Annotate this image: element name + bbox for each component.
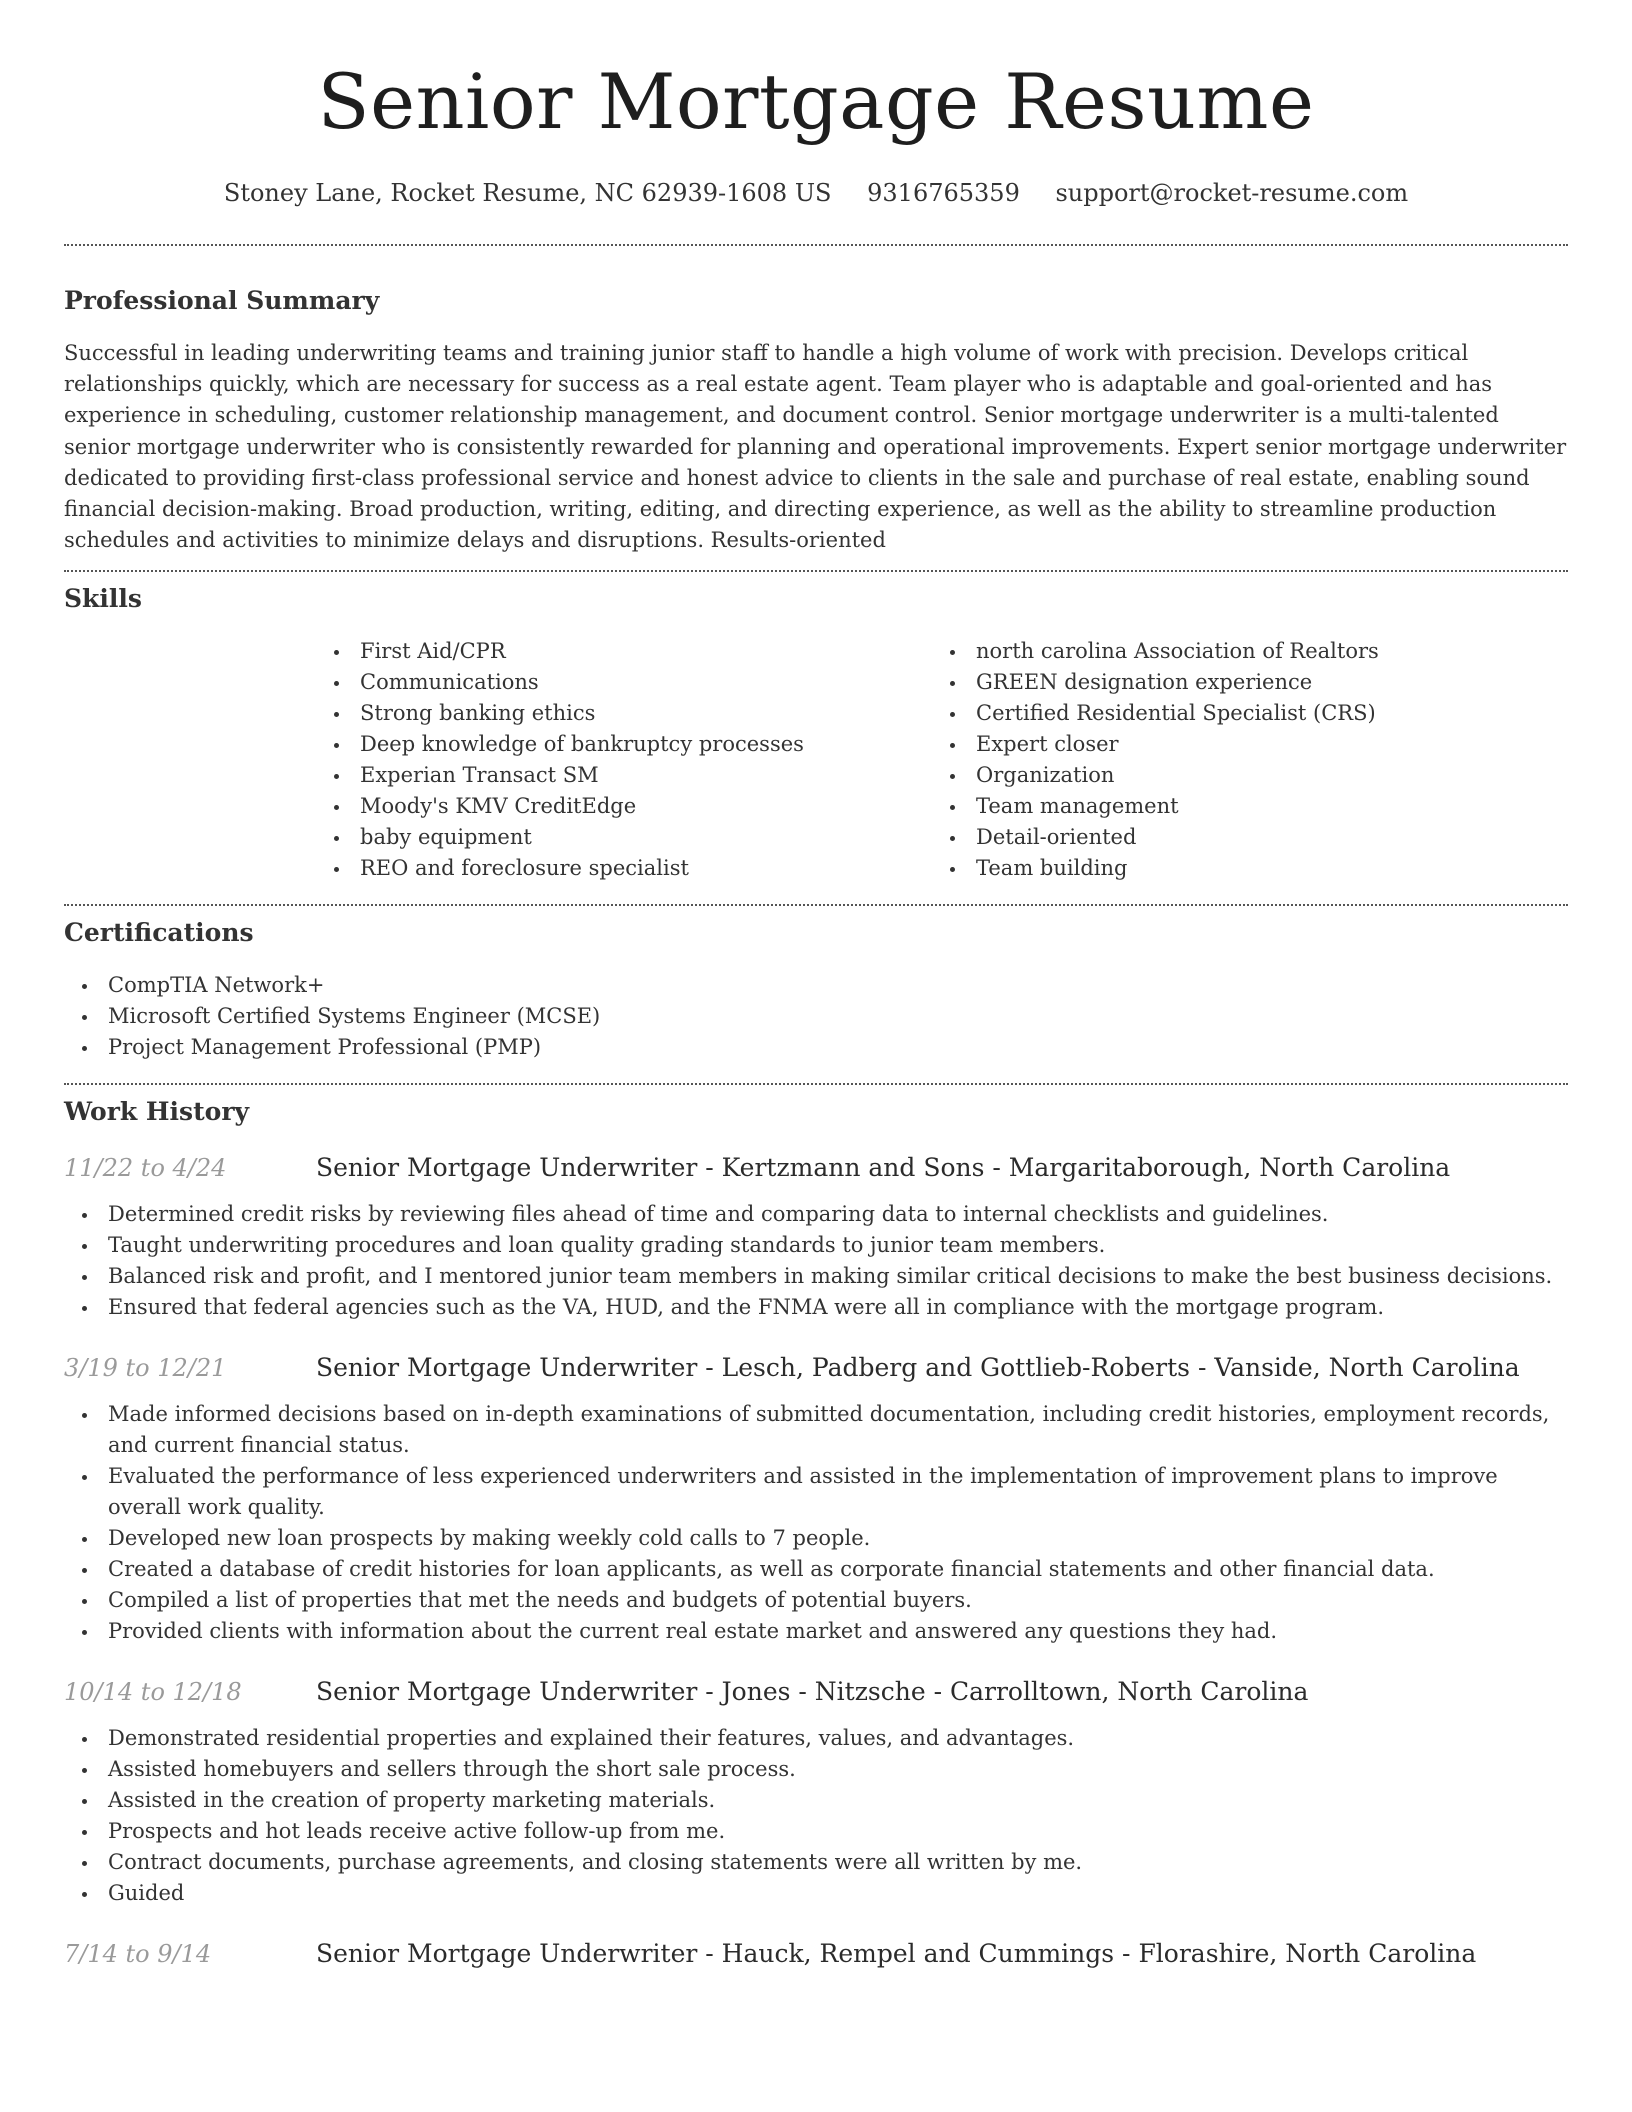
skill-item: Team management	[932, 791, 1548, 822]
skill-item: Detail-oriented	[932, 822, 1548, 853]
job-header	[64, 1675, 1568, 1709]
job-duty: Developed new loan prospects by making weekly cold calls to 7 people.	[64, 1523, 1568, 1554]
job-title: Senior Mortgage Underwriter - Hauck, Rempel and Cummings - Florashire, North Carolina	[316, 1939, 1477, 1969]
certifications-heading: Certifications	[64, 918, 254, 948]
certification-item: Microsoft Certified Systems Engineer (MCSE)	[64, 1001, 1568, 1032]
certifications-list	[64, 970, 1568, 1063]
skill-item: Communications	[316, 667, 932, 698]
skill-item: baby equipment	[316, 822, 932, 853]
job-entry	[64, 1675, 1568, 1909]
job-date: 10/14 to 12/18	[64, 1678, 242, 1707]
job-duty: Ensured that federal agencies such as the VA, HUD, and the FNMA were all in compliance with the mortgage program.	[64, 1292, 1568, 1323]
skill-item: Expert closer	[932, 729, 1548, 760]
certification-item: CompTIA Network+	[64, 970, 1568, 1001]
skill-item: GREEN designation experience	[932, 667, 1548, 698]
job-duty: Created a database of credit histories for loan applicants, as well as corporate financial statements and other financial data.	[64, 1554, 1568, 1585]
summary-divider	[64, 570, 1568, 572]
resume-title: Senior Mortgage Resume	[317, 57, 1315, 146]
job-duty: Taught underwriting procedures and loan quality grading standards to junior team members.	[64, 1230, 1568, 1261]
job-date: 11/22 to 4/24	[64, 1154, 227, 1183]
job-header	[64, 1351, 1568, 1385]
skill-item: Team building	[932, 853, 1548, 884]
job-duty: Determined credit risks by reviewing files ahead of time and comparing data to internal checklists and guidelines.	[64, 1199, 1568, 1230]
skill-item: Strong banking ethics	[316, 698, 932, 729]
job-header	[64, 1151, 1568, 1185]
job-entry	[64, 1151, 1568, 1323]
contact-phone: 9316765359	[867, 179, 1020, 207]
skill-item: Deep knowledge of bankruptcy processes	[316, 729, 932, 760]
job-duty: Balanced risk and profit, and I mentored junior team members in making similar critical decisions to make the best business decisions.	[64, 1261, 1568, 1292]
skills-heading: Skills	[64, 584, 142, 614]
job-duties	[64, 1199, 1568, 1323]
job-duty: Compiled a list of properties that met the needs and budgets of potential buyers.	[64, 1585, 1568, 1616]
job-duty: Contract documents, purchase agreements, and closing statements were all written by me.	[64, 1847, 1568, 1878]
job-title: Senior Mortgage Underwriter - Lesch, Padberg and Gottlieb-Roberts - Vanside, North Carolina	[316, 1353, 1520, 1383]
skills-column-right	[932, 636, 1548, 884]
job-duties	[64, 1723, 1568, 1909]
skill-item: Experian Transact SM	[316, 760, 932, 791]
certification-item: Project Management Professional (PMP)	[64, 1032, 1568, 1063]
job-duty: Guided	[64, 1878, 1568, 1909]
skill-item: north carolina Association of Realtors	[932, 636, 1548, 667]
job-header	[64, 1937, 1568, 1971]
work-history-heading: Work History	[64, 1097, 250, 1127]
skills-list	[316, 636, 1568, 884]
job-entry	[64, 1937, 1568, 1971]
contact-line	[64, 176, 1568, 210]
job-duty: Prospects and hot leads receive active follow-up from me.	[64, 1816, 1568, 1847]
skill-item: Organization	[932, 760, 1548, 791]
header-divider	[64, 244, 1568, 246]
summary-text: Successful in leading underwriting teams and training junior staff to handle a high volume of work with precision. Develops critical relationships quickly, which are necessary for success as a real estate agent. Team player who is adaptable and goal-oriented and has experience in scheduling, customer relationship management, and document control. Senior mortgage underwriter is a multi-talented senior mortgage underwriter who is consistently rewarded for planning and operational improvements. Expert senior mortgage underwriter dedicated to providing first-class professional service and honest advice to clients in the sale and purchase of real estate, enabling sound financial decision-making. Broad production, writing, editing, and directing experience, as well as the ability to streamline production schedules and activities to minimize delays and disruptions. Results-oriented	[64, 341, 1567, 553]
job-duty: Assisted homebuyers and sellers through the short sale process.	[64, 1754, 1568, 1785]
job-date: 7/14 to 9/14	[64, 1940, 212, 1969]
skill-item: Moody's KMV CreditEdge	[316, 791, 932, 822]
job-duty: Evaluated the performance of less experienced underwriters and assisted in the implementation of improvement plans to improve overall work quality.	[64, 1461, 1568, 1523]
certifications-divider	[64, 1083, 1568, 1085]
job-duties	[64, 1399, 1568, 1647]
skill-item: Certified Residential Specialist (CRS)	[932, 698, 1548, 729]
contact-email: support@rocket-resume.com	[1055, 179, 1409, 207]
skills-divider	[64, 904, 1568, 906]
skill-item: First Aid/CPR	[316, 636, 932, 667]
job-date: 3/19 to 12/21	[64, 1354, 227, 1383]
job-title: Senior Mortgage Underwriter - Kertzmann and Sons - Margaritaborough, North Carolina	[316, 1153, 1451, 1183]
job-title: Senior Mortgage Underwriter - Jones - Nitzsche - Carrolltown, North Carolina	[316, 1677, 1309, 1707]
summary-heading: Professional Summary	[64, 286, 380, 315]
job-duty: Provided clients with information about the current real estate market and answered any questions they had.	[64, 1616, 1568, 1647]
job-duty: Assisted in the creation of property marketing materials.	[64, 1785, 1568, 1816]
skill-item: REO and foreclosure specialist	[316, 853, 932, 884]
skills-column-left	[316, 636, 932, 884]
contact-address: Stoney Lane, Rocket Resume, NC 62939-1608 US	[223, 179, 832, 207]
job-duty: Made informed decisions based on in-depth examinations of submitted documentation, including credit histories, employment records, and current financial status.	[64, 1399, 1568, 1461]
job-duty: Demonstrated residential properties and explained their features, values, and advantages.	[64, 1723, 1568, 1754]
job-entry	[64, 1351, 1568, 1647]
